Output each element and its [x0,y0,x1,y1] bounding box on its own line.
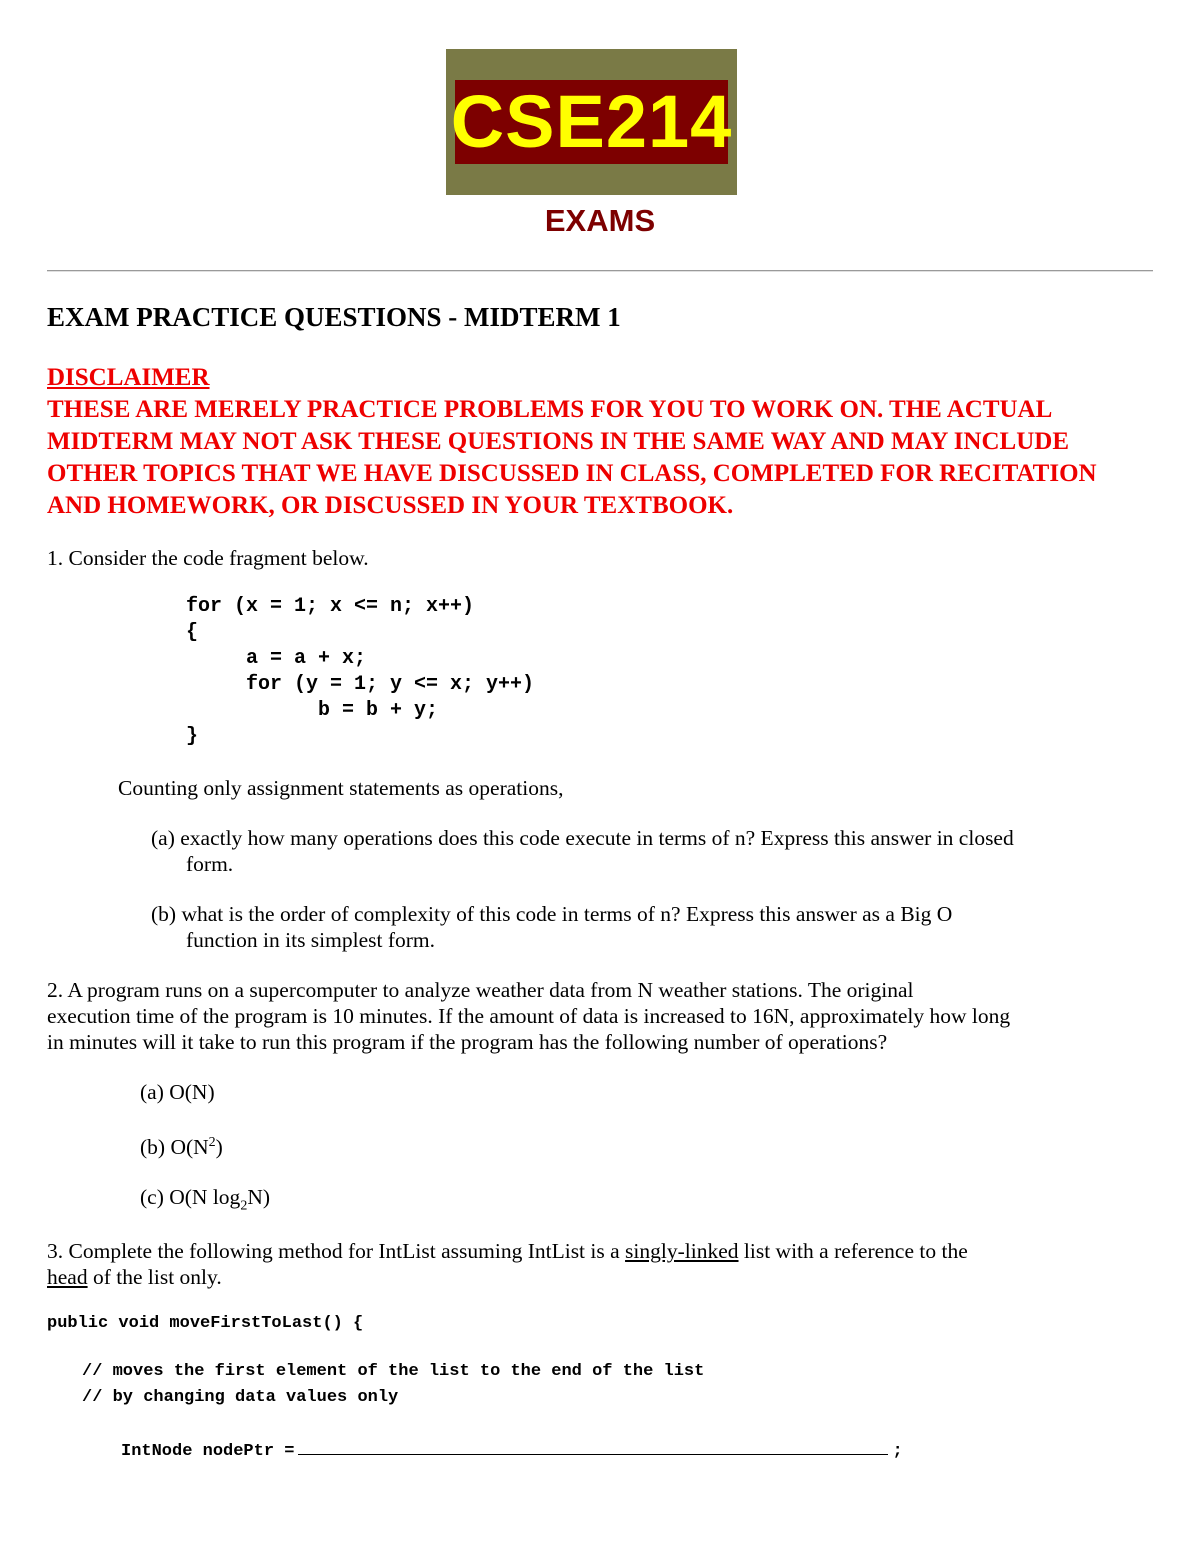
q2-option-b-close: ) [215,1135,223,1159]
code-line: { [186,621,199,644]
course-logo-inner [450,80,733,164]
q3-comment: // by changing data values only [82,1388,399,1407]
q1-prompt: 1. Consider the code fragment below. [47,546,369,570]
course-logo-text: CSE214 [450,80,733,163]
q3-underlined-term: head [47,1265,88,1289]
q2-option-b [140,1134,223,1160]
q1-part-b-line: (b) what is the order of complexity of this code in terms of n? Express this answer as a Big O [151,902,953,926]
q3-text: 3. Complete the following method for IntList assuming IntList is a [47,1239,626,1263]
course-logo [446,49,737,195]
disclaimer-line: OTHER TOPICS THAT WE HAVE DISCUSSED IN CLASS, COMPLETED FOR RECITATION [47,460,1097,487]
answer-blank[interactable] [298,1438,888,1455]
q2-option-c-text: (c) O(N log [140,1185,241,1209]
q2-option-b-exponent: 2 [208,1134,216,1150]
q2-option-a: (a) O(N) [140,1080,215,1104]
q1-part-a [151,825,1014,877]
q3-line [47,1264,1162,1290]
code-line: a = a + x; [186,647,367,670]
page-title: EXAM PRACTICE QUESTIONS - MIDTERM 1 [47,302,621,332]
disclaimer-heading: DISCLAIMER [47,364,210,391]
disclaimer-line: THESE ARE MERELY PRACTICE PROBLEMS FOR YOU TO WORK ON. THE ACTUAL [47,396,1053,423]
q3-prompt [47,1238,1162,1290]
q2-line: in minutes will it take to run this program if the program has the following number of operations? [47,1030,888,1054]
q1-part-b-line: function in its simplest form. [186,928,436,952]
q3-assignment-text: IntNode nodePtr = [121,1442,295,1461]
q1-part-a-line: (a) exactly how many operations does this code execute in terms of n? Express this answer in closed [151,826,1014,850]
q1-counting-note: Counting only assignment statements as operations, [118,776,564,800]
q3-method-signature: public void moveFirstToLast() { [47,1314,364,1333]
q2-option-c-subscript: 2 [240,1198,248,1214]
q3-semicolon: ; [892,1442,903,1461]
q3-comment: // moves the first element of the list to the end of the list [82,1362,705,1381]
q1-part-b [151,901,952,953]
q2-option-b-text: (b) O(N [140,1135,209,1159]
q3-assignment-line [121,1438,903,1461]
section-title: EXAMS [544,203,656,238]
q3-text: list with a reference to the [738,1239,968,1263]
q2-line: 2. A program runs on a supercomputer to analyze weather data from N weather stations. The original [47,978,914,1002]
q2-option-c-close: N) [247,1185,270,1209]
code-line: } [186,725,199,748]
disclaimer-block [47,362,1162,522]
code-line: b = b + y; [186,699,439,722]
q2-prompt [47,977,1162,1055]
code-line: for (x = 1; x <= n; x++) [186,595,475,618]
disclaimer-line: AND HOMEWORK, OR DISCUSSED IN YOUR TEXTBOOK. [47,492,734,519]
q1-part-a-line: form. [186,852,234,876]
horizontal-divider [47,270,1153,272]
code-line: for (y = 1; y <= x; y++) [186,673,535,696]
q2-option-c [140,1184,270,1214]
q3-line [47,1238,1162,1264]
disclaimer-line: MIDTERM MAY NOT ASK THESE QUESTIONS IN THE SAME WAY AND MAY INCLUDE [47,428,1069,455]
q3-text: of the list only. [87,1265,222,1289]
q1-code-block [186,594,534,750]
q2-line: execution time of the program is 10 minutes. If the amount of data is increased to 16N, approximately how long [47,1004,1011,1028]
q3-underlined-term: singly-linked [625,1239,739,1263]
